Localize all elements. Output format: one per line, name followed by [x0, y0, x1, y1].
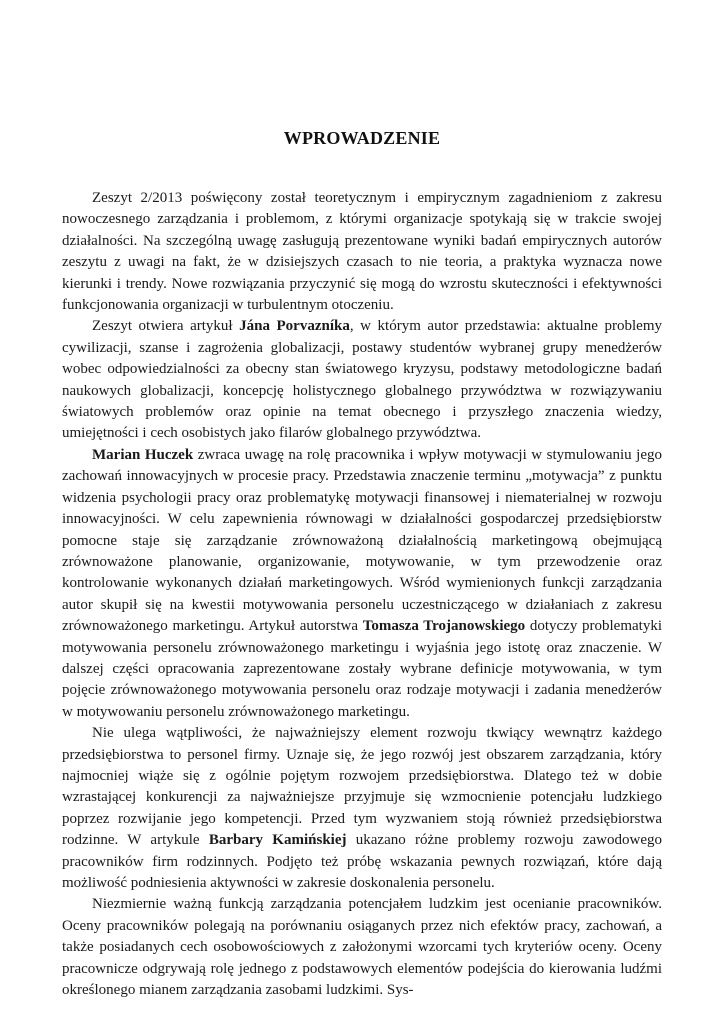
paragraph	[62, 723, 662, 894]
text-run: , w którym autor przedstawia: aktualne problemy cywilizacji, szanse i zagrożenia globalizacji, postawy studentów wybranej grupy menedżerów wobec odpowiedzialności za obecny stan światowego kryzysu, podstawy metodologiczne badań naukowych globalizacji, koncepcję holistycznego globalnego przywództwa w rozwiązywaniu światowych problemów oraz opinie na temat obecnego i przyszłego znaczenia wiedzy, umiejętności i cech osobistych jako filarów globalnego przywództwa.	[62, 318, 662, 442]
paragraph	[62, 188, 662, 316]
paragraph	[62, 894, 662, 1001]
text-run: Niezmiernie ważną funkcją zarządzania potencjałem ludzkim jest ocenianie pracowników. Oceny pracowników polegają na porównaniu osiąganych przez nich efektów pracy, zachowań, a także posiadanych cech osobowościowych z założonymi wzorcami tych kryteriów oceny. Oceny pracownicze odgrywają rolę jednego z podstawowych elementów podejścia do kierowania ludźmi określonego mianem zarządzania zasobami ludzkimi. Sys-	[62, 896, 662, 999]
text-run: zwraca uwagę na rolę pracownika i wpływ motywacji w stymulowaniu jego zachowań innowacyjnych w procesie pracy. Przedstawia znaczenie terminu „motywacja” z punktu widzenia psychologii pracy oraz problematykę motywacji finansowej i niematerialnej w rozwoju innowacyjności. W celu zapewnienia równowagi w działalności gospodarczej przedsiębiorstw pomocne staje się zarządzanie zrównoważoną działalnością marketingową obejmującą zrównoważone planowanie, organizowanie, motywowanie, w tym przewodzenie oraz kontrolowanie wykonanych działań marketingowych. Wśród wymienionych funkcji zarządzania autor skupił się na kwestii motywowania personelu uczestniczącego w działaniach z zakresu zrównoważonego marketingu. Artykuł autorstwa	[62, 446, 662, 635]
author-name: Jána Porvazníka	[239, 318, 350, 335]
paragraph	[62, 445, 662, 723]
text-run: ukazano różne problemy rozwoju zawodowego pracowników firm rodzinnych. Podjęto też próbę wskazania pewnych rozwiązań, które dają możliwość podniesienia aktywności w zakresie doskonalenia personelu.	[62, 832, 662, 891]
body-text	[62, 188, 662, 1001]
page-title: WPROWADZENIE	[283, 128, 441, 148]
text-run: Zeszyt 2/2013 poświęcony został teoretycznym i empirycznym zagadnieniom z zakresu nowoczesnego zarządzania i problemom, z którymi organizacje spotykają się w trakcie swojej działalności. Na szczególną uwagę zasługują prezentowane wyniki badań empirycznych autorów zeszytu z uwagi na fakt, że w dzisiejszych czasach to nie teoria, a praktyka wyznacza nowe kierunki i trendy. Nowe rozwiązania przyczynić się mogą do wzrostu skuteczności i efektywności funkcjonowania organizacji w turbulentnym otoczeniu.	[62, 190, 662, 314]
author-name: Tomasza Trojanowskiego	[362, 618, 526, 635]
author-name: Marian Huczek	[92, 446, 194, 463]
text-run: dotyczy problematyki motywowania personelu zrównoważonego marketingu i wyjaśnia jego istotę oraz znaczenie. W dalszej części opracowania zaprezentowane zostały wybrane definicje motywowania, w tym pojęcie zrównoważonego motywowania personelu oraz rodzaje motywacji i zadania menedżerów w motywowaniu personelu zrównoważonego marketingu.	[62, 618, 662, 720]
text-run: Nie ulega wątpliwości, że najważniejszy element rozwoju tkwiący wewnątrz każdego przedsiębiorstwa to personel firmy. Uznaje się, że jego rozwój jest obszarem zarządzania, który najmocniej wiąże się z ogólnie pojętym rozwojem przedsiębiorstwa. Dlatego też w dobie wzrastającej konkurencji za najważniejsze przyjmuje się wzmocnienie potencjału ludzkiego poprzez rozwijanie jego kompetencji. Przed tym wyzwaniem stoją również przedsiębiorstwa rodzinne. W artykule	[62, 725, 662, 849]
author-name: Barbary Kamińskiej	[208, 832, 347, 849]
text-run: Zeszyt otwiera artykuł	[92, 318, 240, 335]
paragraph	[62, 316, 662, 444]
